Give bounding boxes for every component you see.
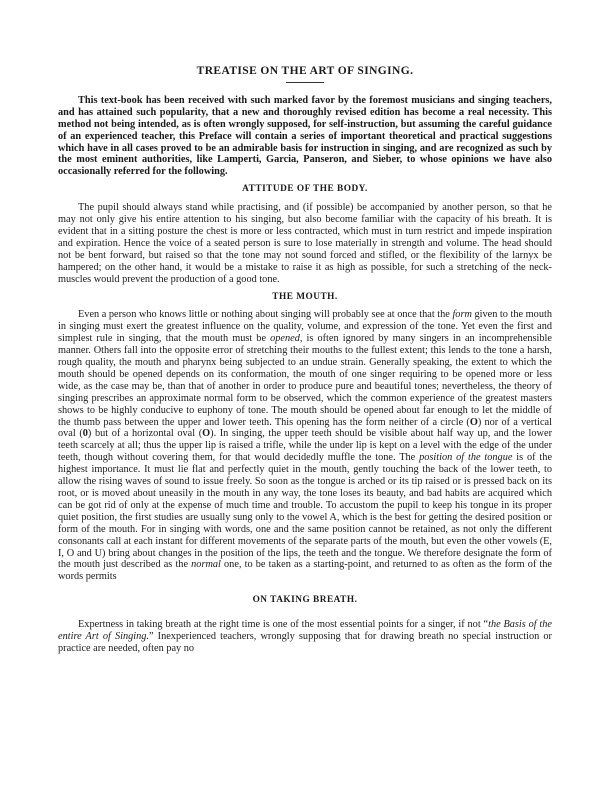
intro-paragraph: This text-book has been received with such marked favor by the foremost musicians and singing teachers, and has attained such popularity, that a new and thoroughly revised edition has become a real necessity. This method not being intended, as is often wrongly supposed, for self-instruction, but assuming the careful guidance of an experienced teacher, this Preface will contain a series of important theoretical and practical suggestions which have in all cases proved to be an admirable basis for instruction in singing, and are recognized as such by the most eminent authorities, like Lamperti, Garcia, Panseron, and Sieber, to whose opinions we have also occasionally referred for the following. [58, 94, 552, 178]
circle-mouth-icon: O [469, 416, 478, 428]
section-heading-mouth: THE MOUTH. [272, 291, 338, 302]
mouth-text-2: given to the mouth in singing must exert the greatest influence on the quality, volume, and expression of the tone. Yet even the first and simplest rule in singing, that the mouth must be [58, 309, 552, 345]
breath-quote: the Basis of the entire Art of Singing. [58, 619, 552, 643]
section-heading-breath: ON TAKING BREATH. [252, 595, 358, 606]
mouth-text-5: ) but of a horizontal oval ( [87, 428, 203, 440]
page-title: TREATISE ON THE ART OF SINGING. [196, 65, 414, 77]
mouth-emph-form: form [452, 309, 472, 321]
horizontal-oval-mouth-icon: O [202, 428, 211, 440]
section-heading-attitude: ATTITUDE OF THE BODY. [242, 184, 368, 195]
mouth-paragraph [58, 309, 552, 583]
mouth-text-6: ). In singing, the upper teeth should be visible about half way up, and the lower teeth scarcely at all; thus the upper lip is raised a trifle, while the under lip is kept on a level with the edge of the under teeth, though without covering them, for that would decidedly muffle the tone. The [58, 428, 552, 464]
mouth-text-1: Even a person who knows little or nothing about singing will probably see at once that the [78, 309, 453, 321]
mouth-text-7: is of the highest importance. It must lie flat and perfectly quiet in the mouth, gently touching the back of the lower teeth, to allow the rising waves of sound to issue freely. So soon as the tongue is arched or its tip raised or is pressed back on its root, or is moved about uneasily in the mouth in any way, the tone loses its beauty, and bad habits are acquired which can be got rid of only at the expense of much time and trouble. To accustom the pupil to keep his tongue in its proper quiet position, the first studies are usually sung only to the vowel A, which is the best for getting the desired position or form of the mouth. For in singing with words, one and the same position cannot be retained, as not only the different consonants call at each instant for different movements of the separate parts of the mouth, but even the other vowels (E, I, O and U) bring about changes in the position of the lips, the teeth and the tongue. We therefore designate the form of the mouth just described as the [58, 452, 553, 571]
mouth-text-3: is often ignored by many singers in an incomprehensible manner. Others fall into the opposite error of stretching their mouths to the fullest extent; this lends to the tone a harsh, rough quality, the mouth and pharynx being subjected to an undue strain. Generally speaking, the extent to which the mouth should be opened depends on its conformation, the mouth of one singer requiring to be opened more or less wide, as the case may be, than that of another in order to produce pure and beautiful tones; nevertheless, the theory of singing prescribes an approximate normal form to be observed, which the common experience of the greatest masters shows to be highly conducive to euphony of tone. The mouth should be opened about far enough to let the middle of the thumb pass between the upper and lower teeth. This opening has the form neither of a circle ( [58, 333, 552, 428]
mouth-text-4: ) nor of a vertical oval ( [58, 416, 552, 440]
attitude-paragraph: The pupil should always stand while practising, and (if possible) be accompanied by another person, so that he may not only give his entire attention to his singing, but also become familiar with the capacity of his breath. It is evident that in a sitting posture the chest is more or less contracted, which must in turn restrict and impede inspiration and expiration. Hence the voice of a seated person is sure to lose materially in strength and volume. The head should not be bent forward, but raised so that the tone may not sound forced and stifled, or the flexibility of the larnyx be hampered; on the other hand, it would be a mistake to raise it as high as possible, for such a stretching of the neck-muscles would prevent the production of a good tone. [58, 202, 552, 285]
mouth-emph-tongue: position of the tongue [419, 452, 513, 464]
mouth-emph-normal: normal [191, 559, 221, 571]
title-rule [286, 82, 324, 83]
mouth-emph-opened: opened, [270, 333, 303, 345]
vertical-oval-mouth-icon: 0 [82, 428, 88, 440]
mouth-text-8: one, to be taken as a starting-point, and returned to as often as the form of the words permits [58, 559, 552, 583]
breath-text-2: ” Inexperienced teachers, wrongly supposing that for drawing breath no special instruction or practice are needed, often pay no [58, 631, 552, 654]
breath-text-1: Expertness in taking breath at the right time is one of the most essential points for a singer, if not “ [78, 619, 489, 631]
page [58, 58, 552, 655]
breath-paragraph [58, 619, 552, 655]
